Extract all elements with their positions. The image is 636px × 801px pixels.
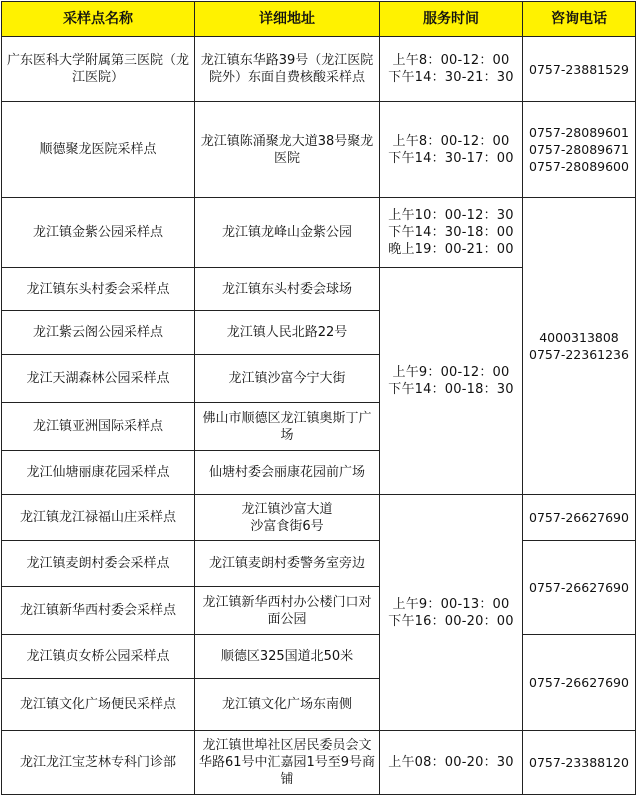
table-row xyxy=(2,541,636,587)
table-row xyxy=(2,102,636,198)
phone-number: 4000313808 0757-22361236 xyxy=(523,198,636,495)
table-row xyxy=(2,37,636,102)
phone-number: 0757-26627690 xyxy=(523,635,636,731)
table-row xyxy=(2,635,636,679)
site-address: 仙塘村委会丽康花园前广场 xyxy=(195,451,380,495)
site-name: 龙江镇东头村委会采样点 xyxy=(2,268,195,311)
header-address: 详细地址 xyxy=(195,2,380,37)
service-time: 上午9：00-12：00 下午14：00-18：30 xyxy=(380,268,523,495)
site-name: 龙江天湖森林公园采样点 xyxy=(2,355,195,403)
site-address: 龙江镇东头村委会球场 xyxy=(195,268,380,311)
site-address: 龙江镇人民北路22号 xyxy=(195,311,380,355)
phone-number: 0757-26627690 xyxy=(523,495,636,541)
site-address: 龙江镇新华西村办公楼门口对面公园 xyxy=(195,587,380,635)
site-name: 广东医科大学附属第三医院（龙江医院） xyxy=(2,37,195,102)
site-address: 龙江镇沙富大道 沙富食街6号 xyxy=(195,495,380,541)
service-time: 上午08：00-20：30 xyxy=(380,731,523,795)
service-time: 上午8：00-12：00 下午14：30-17：00 xyxy=(380,102,523,198)
site-name: 龙江仙塘丽康花园采样点 xyxy=(2,451,195,495)
site-name: 顺德聚龙医院采样点 xyxy=(2,102,195,198)
site-name: 龙江镇亚洲国际采样点 xyxy=(2,403,195,451)
site-address: 龙江镇麦朗村委警务室旁边 xyxy=(195,541,380,587)
service-time: 上午10：00-12：30 下午14：30-18：00 晚上19：00-21：00 xyxy=(380,198,523,268)
phone-number: 0757-26627690 xyxy=(523,541,636,635)
header-service-time: 服务时间 xyxy=(380,2,523,37)
site-address: 龙江镇龙峰山金紫公园 xyxy=(195,198,380,268)
table-row xyxy=(2,731,636,795)
sampling-sites-table xyxy=(1,1,636,795)
site-address: 龙江镇东华路39号（龙江医院院外）东面自费核酸采样点 xyxy=(195,37,380,102)
site-name: 龙江镇龙江禄福山庄采样点 xyxy=(2,495,195,541)
site-name: 龙江镇金紫公园采样点 xyxy=(2,198,195,268)
header-phone: 咨询电话 xyxy=(523,2,636,37)
service-time: 上午8：00-12：00 下午14：30-21：30 xyxy=(380,37,523,102)
site-address: 龙江镇世埠社区居民委员会文华路61号中汇嘉园1号至9号商铺 xyxy=(195,731,380,795)
site-name: 龙江紫云阁公园采样点 xyxy=(2,311,195,355)
site-name: 龙江镇文化广场便民采样点 xyxy=(2,679,195,731)
site-name: 龙江龙江宝芝林专科门诊部 xyxy=(2,731,195,795)
service-time: 上午9：00-13：00 下午16：00-20：00 xyxy=(380,495,523,731)
phone-number: 0757-23881529 xyxy=(523,37,636,102)
site-address: 顺德区325国道北50米 xyxy=(195,635,380,679)
table-row xyxy=(2,495,636,541)
phone-number: 0757-28089601 0757-28089671 0757-28089600 xyxy=(523,102,636,198)
site-address: 龙江镇陈涌聚龙大道38号聚龙医院 xyxy=(195,102,380,198)
site-name: 龙江镇新华西村委会采样点 xyxy=(2,587,195,635)
site-name: 龙江镇贞女桥公园采样点 xyxy=(2,635,195,679)
header-row xyxy=(2,2,636,37)
phone-number: 0757-23388120 xyxy=(523,731,636,795)
site-address: 佛山市顺德区龙江镇奥斯丁广场 xyxy=(195,403,380,451)
table-row xyxy=(2,198,636,268)
site-name: 龙江镇麦朗村委会采样点 xyxy=(2,541,195,587)
site-address: 龙江镇沙富今宁大街 xyxy=(195,355,380,403)
site-address: 龙江镇文化广场东南侧 xyxy=(195,679,380,731)
header-site-name: 采样点名称 xyxy=(2,2,195,37)
